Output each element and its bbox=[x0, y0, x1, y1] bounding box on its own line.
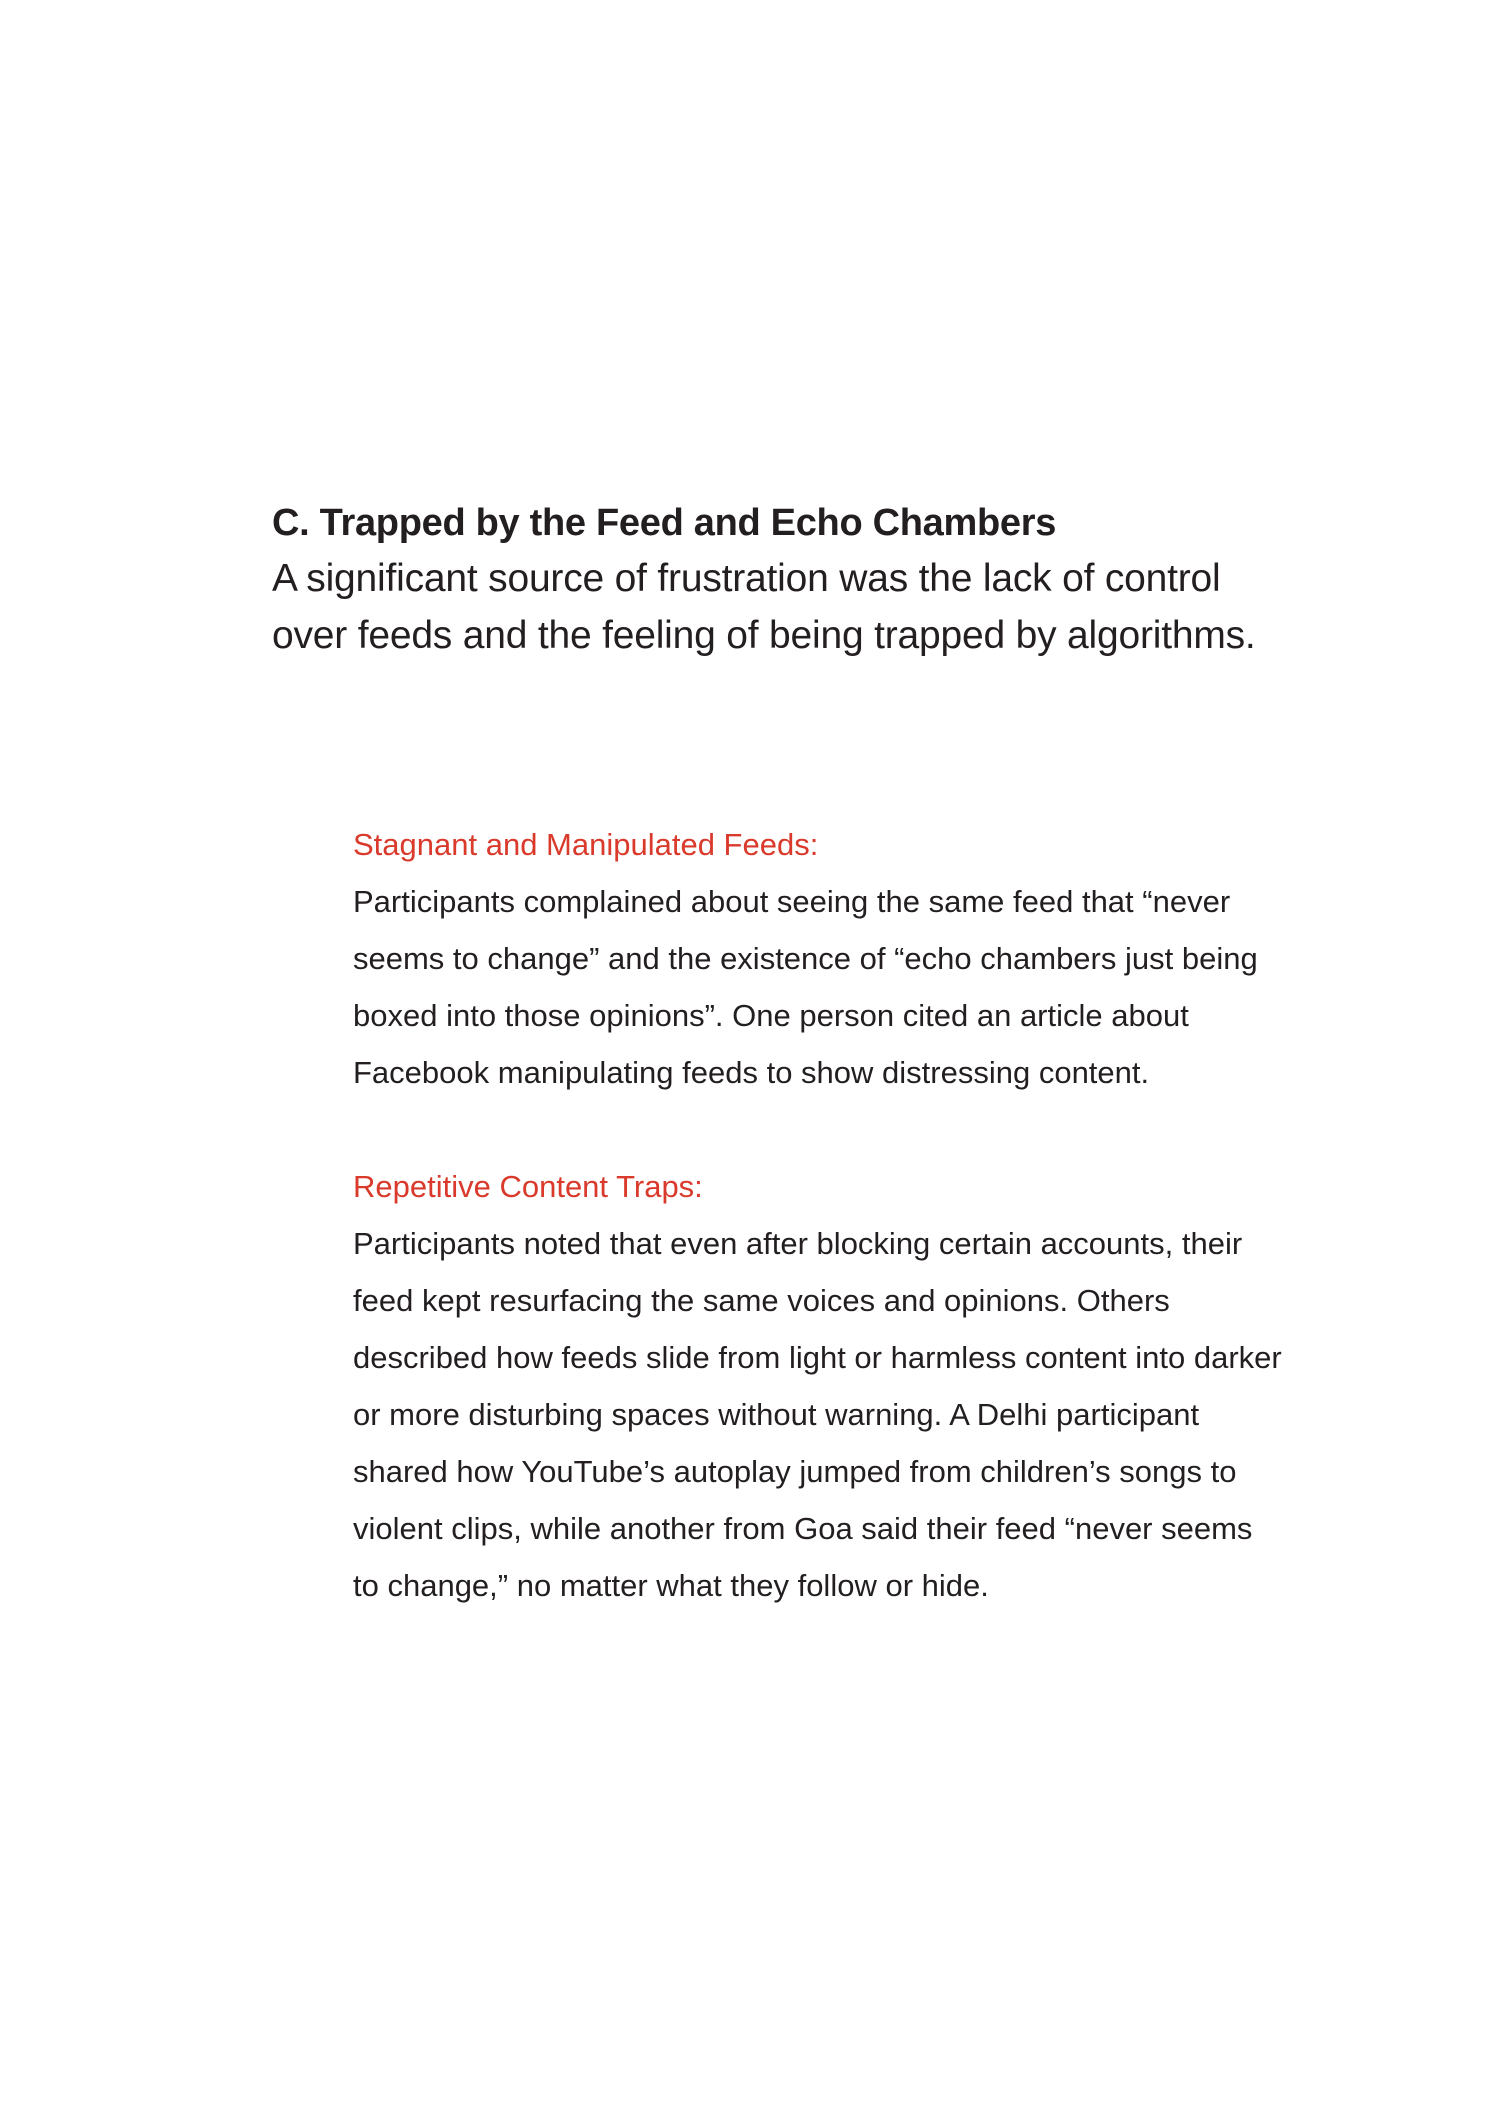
finding-heading: Repetitive Content Traps: bbox=[353, 1169, 703, 1204]
findings-list bbox=[353, 816, 1283, 1671]
section-c bbox=[272, 496, 1292, 664]
finding-body: Participants noted that even after blocking certain accounts, their feed kept resurfacing the same voices and opinions. Others described how feeds slide from light or harmless content into darker or more disturbing spaces without warning. A Delhi participant shared how YouTube’s autoplay jumped from children’s songs to violent clips, while another from Goa said their feed “never seems to change,” no matter what they follow or hide. bbox=[353, 1226, 1282, 1603]
finding-repetitive-content bbox=[353, 1158, 1283, 1614]
section-title: C. Trapped by the Feed and Echo Chambers bbox=[272, 502, 1057, 544]
section-intro: A significant source of frustration was the lack of control over feeds and the feeling of being trapped by algorithms. bbox=[272, 557, 1256, 657]
finding-stagnant-feeds bbox=[353, 816, 1283, 1101]
finding-body: Participants complained about seeing the same feed that “never seems to change” and the existence of “echo chambers just being boxed into those opinions”. One person cited an article about Facebook manipulating feeds to show distressing content. bbox=[353, 884, 1258, 1090]
finding-heading: Stagnant and Manipulated Feeds: bbox=[353, 827, 819, 862]
